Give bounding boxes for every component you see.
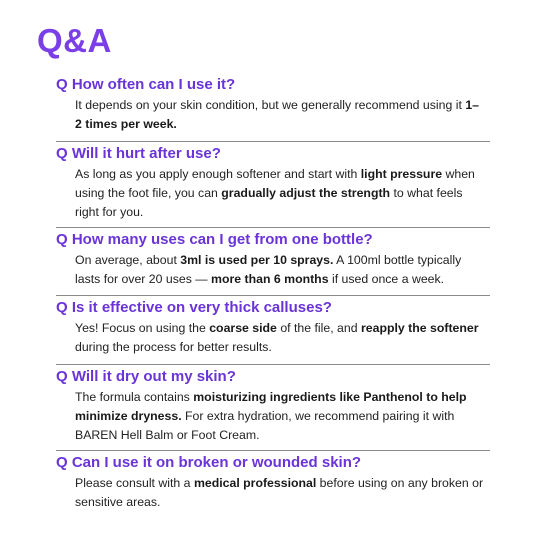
faq-answer: [75, 165, 485, 222]
answer-text: during the process for better results.: [75, 340, 272, 354]
answer-text: when using the foot file, you can: [75, 167, 475, 200]
faq-answer: [75, 251, 485, 289]
faq-answer: [75, 96, 485, 134]
answer-bold-text: reapply the softener: [361, 321, 479, 335]
answer-text: On average, about: [75, 253, 181, 267]
answer-bold-text: gradually adjust the strength: [221, 186, 391, 200]
answer-bold-text: 1–2 times per week.: [75, 98, 479, 131]
faq-question: Q How many uses can I get from one bottle?: [56, 231, 373, 248]
page-title: Q&A: [37, 22, 112, 59]
divider: [56, 364, 490, 365]
answer-text: For extra hydration, we recommend pairing it with BAREN Hell Balm or Foot Cream.: [75, 409, 455, 442]
answer-text: Yes! Focus on using the: [75, 321, 210, 335]
answer-bold-text: moisturizing ingredients like Panthenol to help minimize dryness.: [75, 390, 467, 423]
answer-text: of the file, and: [276, 321, 361, 335]
faq-answer: [75, 474, 485, 512]
answer-text: As long as you apply enough softener and start with: [75, 167, 361, 181]
faq-question: Q Will it dry out my skin?: [56, 368, 236, 385]
answer-text: Please consult with a: [75, 476, 194, 490]
answer-text: if used once a week.: [328, 272, 445, 286]
answer-text: It depends on your skin condition, but we generally recommend using it: [75, 98, 466, 112]
divider: [56, 450, 490, 451]
divider: [56, 141, 490, 142]
answer-text: The formula contains: [75, 390, 194, 404]
divider: [56, 295, 490, 296]
faq-answer: [75, 388, 485, 445]
answer-text: to what feels right for you.: [75, 186, 463, 219]
answer-bold-text: 3ml is used per 10 sprays.: [180, 253, 334, 267]
faq-answer: [75, 319, 485, 357]
answer-text: A 100ml bottle typically lasts for over 20 uses —: [75, 253, 462, 286]
answer-bold-text: coarse side: [209, 321, 277, 335]
faq-question: Q Will it hurt after use?: [56, 145, 221, 162]
answer-text: before using on any broken or sensitive areas.: [75, 476, 484, 509]
answer-bold-text: more than 6 months: [211, 272, 329, 286]
faq-question: Q How often can I use it?: [56, 76, 236, 93]
faq-question: Q Can I use it on broken or wounded skin?: [56, 454, 362, 471]
divider: [56, 227, 490, 228]
answer-bold-text: medical professional: [193, 476, 317, 490]
faq-question: Q Is it effective on very thick calluses?: [56, 299, 332, 316]
answer-bold-text: light pressure: [360, 167, 443, 181]
